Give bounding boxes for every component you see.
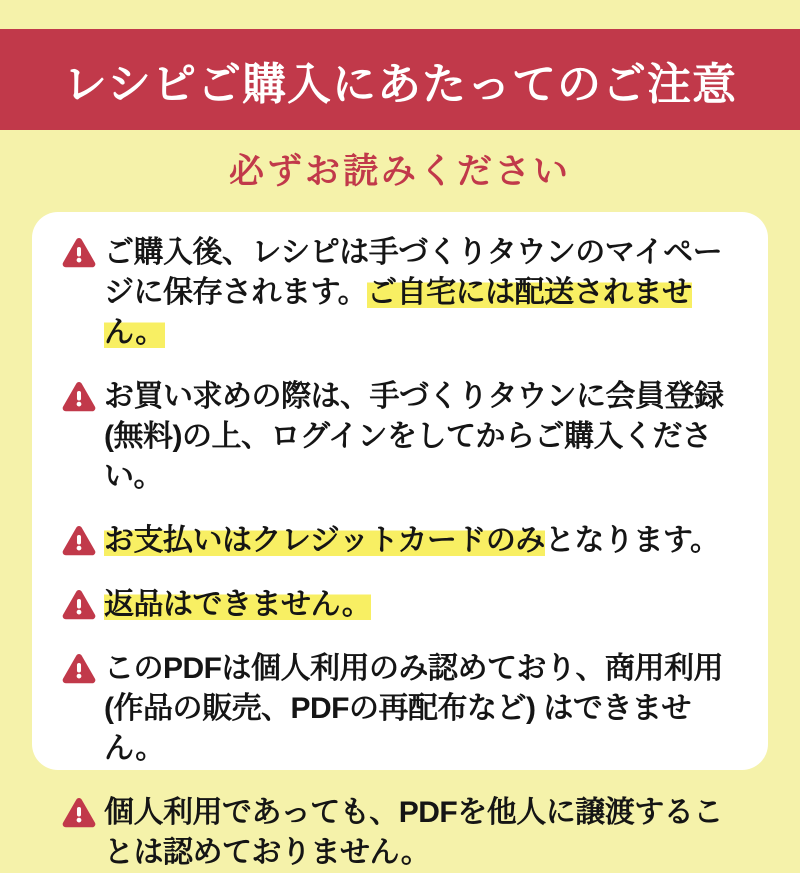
notice-text <box>104 521 742 561</box>
warning-triangle-icon <box>62 237 96 269</box>
warning-triangle-icon <box>62 381 96 413</box>
notice-text <box>104 793 742 873</box>
notice-item <box>62 585 742 625</box>
notice-item <box>62 377 742 497</box>
notice-text <box>104 585 742 625</box>
highlighted-text: ご自宅には配送されません。 <box>104 276 692 349</box>
plain-text: お買い求めの際は、手づくりタウンに会員登録(無料)の上、ログインをしてからご購入ください。 <box>104 380 724 493</box>
warning-triangle-icon <box>62 525 96 557</box>
plain-text: ご購入後、レシピは手づくりタウンのマイページに保存されます。 <box>104 236 723 309</box>
plain-text: となります。 <box>544 524 720 557</box>
plain-text: 個人利用であっても、PDFを他人に譲渡することは認めておりません。 <box>104 796 723 869</box>
notice-item <box>62 233 742 353</box>
notice-card <box>32 212 768 869</box>
notice-item <box>62 793 742 873</box>
notice-banner <box>0 29 800 130</box>
warning-triangle-icon <box>62 589 96 621</box>
notice-list <box>62 233 742 873</box>
notice-item <box>62 521 742 561</box>
warning-triangle-icon <box>62 797 96 829</box>
notice-item <box>62 649 742 769</box>
highlighted-text: 返品はできません。 <box>104 588 372 621</box>
highlighted-text: お支払いはクレジットカードのみ <box>104 524 545 557</box>
banner-title: レシピご購入にあたってのご注意 <box>63 59 737 109</box>
notice-text <box>104 233 742 353</box>
notice-text <box>104 649 742 769</box>
plain-text: このPDFは個人利用のみ認めており、商用利用(作品の販売、PDFの再配布など) はできません。 <box>104 652 723 765</box>
subtitle: 必ずお読みください <box>228 152 571 191</box>
notice-text <box>104 377 742 497</box>
warning-triangle-icon <box>62 653 96 685</box>
